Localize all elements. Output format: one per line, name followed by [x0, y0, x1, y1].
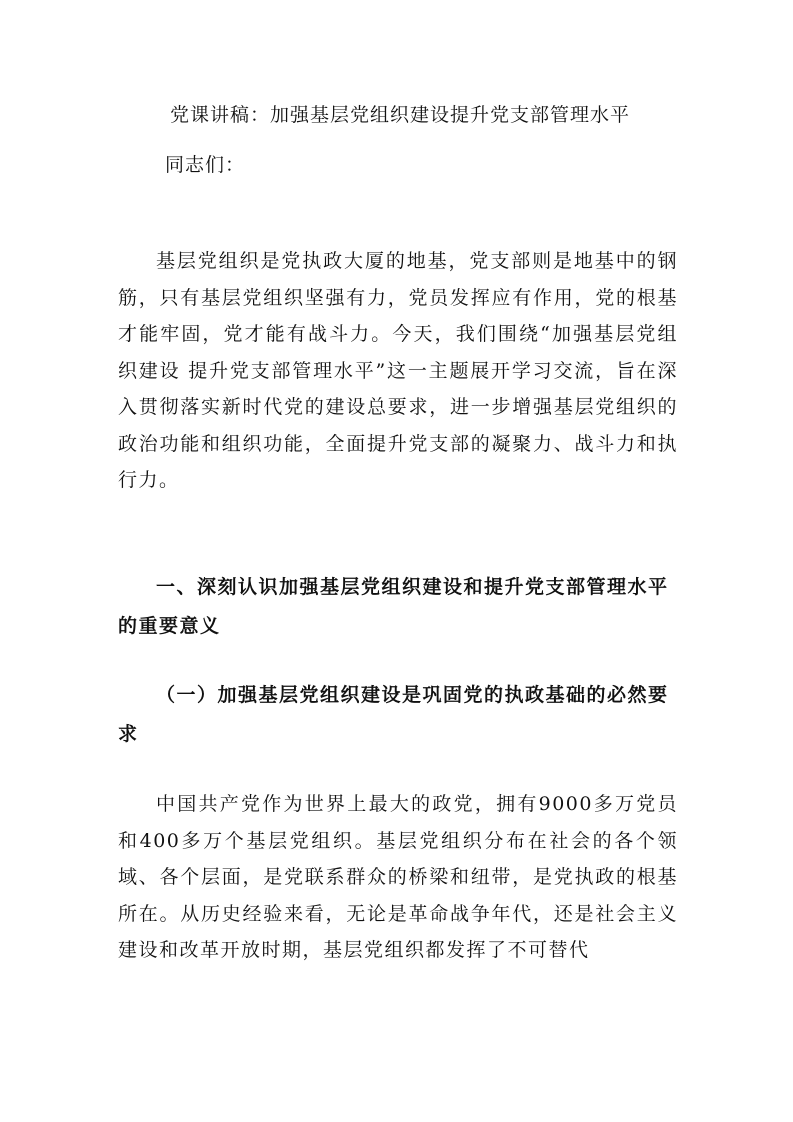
document-title: 党课讲稿：加强基层党组织建设提升党支部管理水平 — [169, 104, 630, 126]
subsection-heading-1-1: （一）加强基层党组织建设是巩固党的执政基础的必然要求 — [118, 684, 669, 745]
salutation: 同志们： — [165, 154, 246, 176]
section-heading-1: 一、深刻认识加强基层党组织建设和提升党支部管理水平的重要意义 — [118, 576, 669, 637]
body-paragraph-intro: 基层党组织是党执政大厦的地基，党支部则是地基中的钢筋，只有基层党组织坚强有力，党员发挥应有作用，党的根基才能牢固，党才能有战斗力。今天，我们围绕“加强基层党组织建设 提升党支部管理水平”这一主题展开学习交流，旨在深入贯彻落实新时代党的建设总要求，进一步增强基层党组织的政治功能和组织功能，全面提升党支部的凝聚力、战斗力和执行力。 — [118, 250, 678, 491]
body-paragraph-1-1: 中国共产党作为世界上最大的政党，拥有9000多万党员和400多万个基层党组织。基层党组织分布在社会的各个领域、各个层面，是党联系群众的桥梁和纽带，是党执政的根基所在。从历史经验来看，无论是革命战争年代，还是社会主义建设和改革开放时期，基层党组织都发挥了不可替代 — [118, 793, 678, 961]
